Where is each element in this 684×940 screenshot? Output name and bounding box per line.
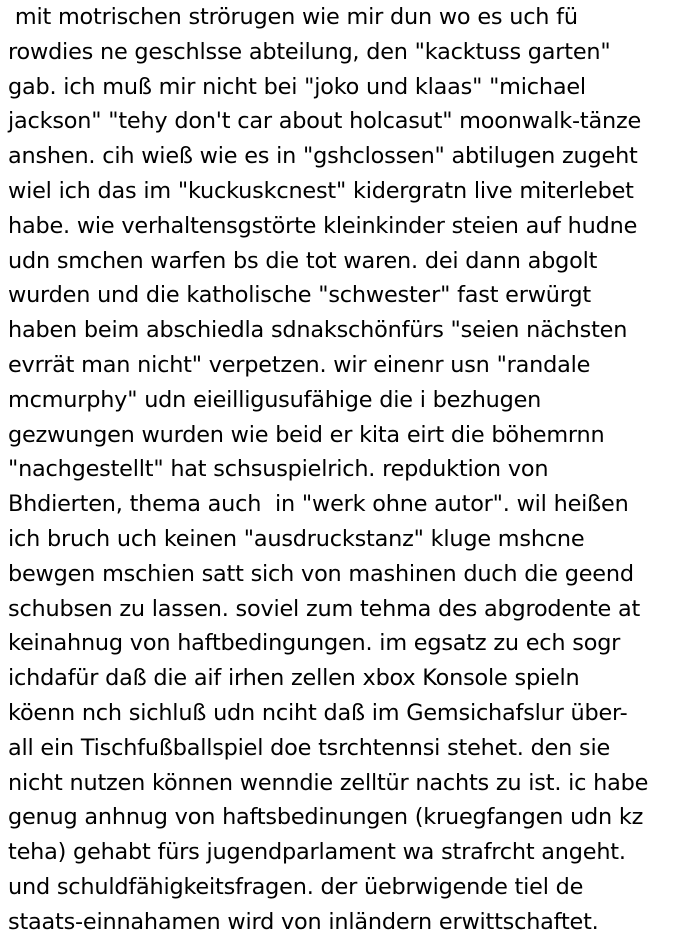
text-line: Bhdierten, thema auch in "werk ohne autor". wil heißen	[8, 491, 629, 518]
document-text	[8, 0, 684, 940]
text-line: evrrät man nicht" verpetzen. wir einenr usn "randale	[8, 351, 591, 378]
text-line: mit motrischen strörugen wie mir dun wo es uch fü	[8, 4, 578, 30]
text-line: nicht nutzen können wenndie zelltür nachts zu ist. ic habe	[8, 769, 649, 796]
text-line: teha) gehabt fürs jugendparlament wa strafrcht angeht.	[8, 839, 626, 866]
text-line: schubsen zu lassen. soviel zum tehma des abgrodente at	[8, 595, 641, 622]
text-line: habe. wie verhaltensgstörte kleinkinder steien auf hudne	[8, 212, 638, 239]
text-line: udn smchen warfen bs die tot waren. dei dann abgolt	[8, 247, 598, 274]
text-line: ichdafür daß die aif irhen zellen xbox Konsole spieln	[8, 665, 580, 692]
text-line: rowdies ne geschlsse abteilung, den "kacktuss garten"	[8, 38, 611, 65]
text-line: jackson" "tehy don't car about holcasut" moonwalk-tänze	[8, 108, 642, 135]
text-line: keinahnug von haftbedingungen. im egsatz zu ech sogr	[8, 630, 621, 657]
text-line: "nachgestellt" hat schsuspielrich. repduktion von	[8, 456, 549, 483]
text-line: wurden und die katholische "schwester" fast erwürgt	[8, 282, 591, 309]
text-line: staats-einnahamen wird von inländern erwittschaftet.	[8, 908, 599, 935]
text-line: wiel ich das im "kuckuskcnest" kidergratn live miterlebet	[8, 177, 634, 204]
text-line: anshen. cih wieß wie es in "gshclossen" abtilugen zugeht	[8, 143, 638, 170]
text-line: bewgen mschien satt sich von mashinen duch die geend	[8, 560, 634, 587]
text-line: genug anhnug von haftsbedinungen (kruegfangen udn kz	[8, 804, 644, 831]
text-line: und schuldfähigkeitsfragen. der üebrwigende tiel de	[8, 873, 584, 900]
text-line: ich bruch uch keinen "ausdruckstanz" kluge mshcne	[8, 525, 585, 552]
text-line: all ein Tischfußballspiel doe tsrchtennsi stehet. den sie	[8, 734, 611, 761]
text-line: haben beim abschiedla sdnakschönfürs "seien nächsten	[8, 317, 628, 344]
text-line: gab. ich muß mir nicht bei "joko und klaas" "michael	[8, 73, 586, 100]
text-line: gezwungen wurden wie beid er kita eirt die böhemrnn	[8, 421, 605, 448]
text-line: köenn nch sichluß udn nciht daß im Gemsichafslur über-	[8, 699, 628, 726]
text-line: mcmurphy" udn eieilligusufähige die i bezhugen	[8, 386, 542, 413]
